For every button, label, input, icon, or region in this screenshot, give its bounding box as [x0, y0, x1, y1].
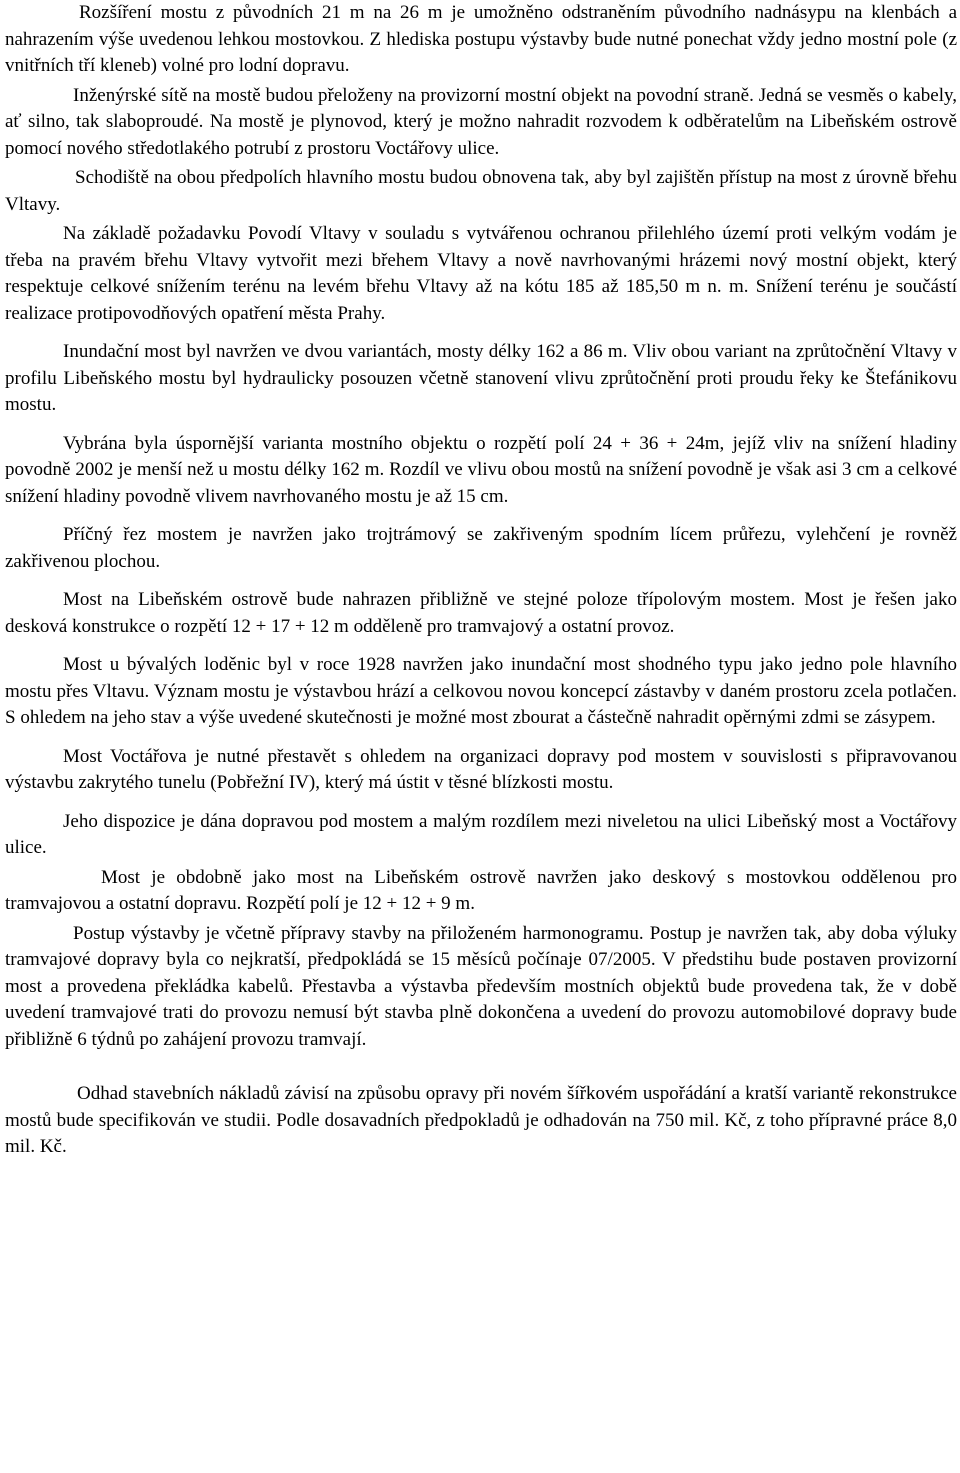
paragraph-layout: Jeho dispozice je dána dopravou pod mostem a malým rozdílem mezi niveletou na ulici Libeňský most a Voctářovy ulice.	[5, 810, 957, 858]
paragraph-voctarova-bridge: Most Voctářova je nutné přestavět s ohledem na organizaci dopravy pod mostem v souvislosti s připravovanou výstavbu zakrytého tunelu (Pobřežní IV), který má ústit v těsné blízkosti mostu.	[5, 745, 957, 793]
paragraph-construction-schedule: Postup výstavby je včetně přípravy stavby na přiloženém harmonogramu. Postup je navržen tak, aby doba výluky tramvajové dopravy byla co nejkratší, předpokládá se 15 měsíců počínaje 07/2005. V předstihu bude postaven provizorní most a provedena překládka kabelů. Přestavba a výstavba především mostních objektů bude provedena tak, že v době uvedení tramvajové trati do provozu nemusí být stavba plně dokončena a uvedení do provozu automobilové dopravy bude přibližně 6 týdnů po zahájení provozu tramvají.	[5, 922, 957, 1050]
paragraph-utility-networks: Inženýrské sítě na mostě budou přeloženy na provizorní mostní objekt na povodní straně. Jedná se vesměs o kabely, ať silno, tak slaboproudé. Na mostě je plynovod, který je možno nahradit rozvodem k odběratelům na Libeňském ostrově pomocí nového středotlakého potrubí z prostoru Voctářovy ulice.	[5, 84, 957, 159]
paragraph-shipyard-bridge: Most u bývalých loděnic byl v roce 1928 navržen jako inundační most shodného typu jako jedno pole hlavního mostu přes Vltavu. Význam mostu je výstavbou hrází a celkovou novou koncepcí zástavby v daném prostoru zcela potlačen. S ohledem na jeho stav a výše uvedené skutečnosti je možné most zbourat a částečně nahradit opěrnými zdmi se zásypem.	[5, 654, 957, 728]
paragraph-inundation-bridge: Inundační most byl navržen ve dvou variantách, mosty délky 162 a 86 m. Vliv obou variant na zprůtočnění Vltavy v profilu Libeňského mostu byl hydraulicky posouzen včetně stanovení vlivu zprůtočnění proti proudu řeky ke Štefánikovu mostu.	[5, 341, 957, 415]
paragraph-staircases: Schodiště na obou předpolích hlavního mostu budou obnovena tak, aby byl zajištěn přístup na most z úrovně břehu Vltavy.	[5, 167, 957, 215]
paragraph-selected-variant: Vybrána byla úspornější varianta mostního objektu o rozpětí polí 24 + 36 + 24m, jejíž vliv na snížení hladiny povodně 2002 je menší než u mostu délky 162 m. Rozdíl ve vlivu obou mostů na snížení povodně je však asi 3 cm a celkové snížení hladiny povodně vlivem navrhovaného mostu je až 15 cm.	[5, 432, 957, 507]
paragraph-deck-bridge: Most je obdobně jako most na Libeňském ostrově navržen jako deskový s mostovkou oddělenou pro tramvajovou a ostatní dopravu. Rozpětí polí je 12 + 12 + 9 m.	[5, 866, 957, 914]
paragraph-cross-section: Příčný řez mostem je navržen jako trojtrámový se zakřiveným spodním lícem průřezu, vylehčení je rovněž zakřivenou plochou.	[5, 524, 957, 572]
paragraph-liben-island-bridge: Most na Libeňském ostrově bude nahrazen přibližně ve stejné poloze třípolovým mostem. Most je řešen jako desková konstrukce o rozpětí 12 + 17 + 12 m odděleně pro tramvajový a ostatní provoz.	[5, 589, 957, 637]
paragraph-flood-protection: Na základě požadavku Povodí Vltavy v souladu s vytvářenou ochranou přilehlého území proti velkým vodám je třeba na pravém břehu Vltavy vytvořit mezi břehem Vltavy a nově navrhovanými hrázemi nový mostní objekt, který respektuje celkové snížením terénu na levém břehu Vltavy až na kótu 185 až 185,50 m n. m. Snížení terénu je součástí realizace protipovodňových opatření města Prahy.	[5, 223, 957, 324]
paragraph-bridge-widening: Rozšíření mostu z původních 21 m na 26 m je umožněno odstraněním původního nadnásypu na klenbách a nahrazením výše uvedenou lehkou mostovkou. Z hlediska postupu výstavby bude nutné ponechat vždy jedno mostní pole (z vnitřních tří kleneb) volné pro lodní dopravu.	[5, 2, 957, 76]
paragraph-cost-estimate: Odhad stavebních nákladů závisí na způsobu opravy při novém šířkovém uspořádání a kratší variantě rekonstrukce mostů bude specifikován ve studii. Podle dosavadních předpokladů je odhadován na 750 mil. Kč, z toho přípravné práce 8,0 mil. Kč.	[5, 1083, 957, 1157]
document-page	[5, 0, 957, 1161]
